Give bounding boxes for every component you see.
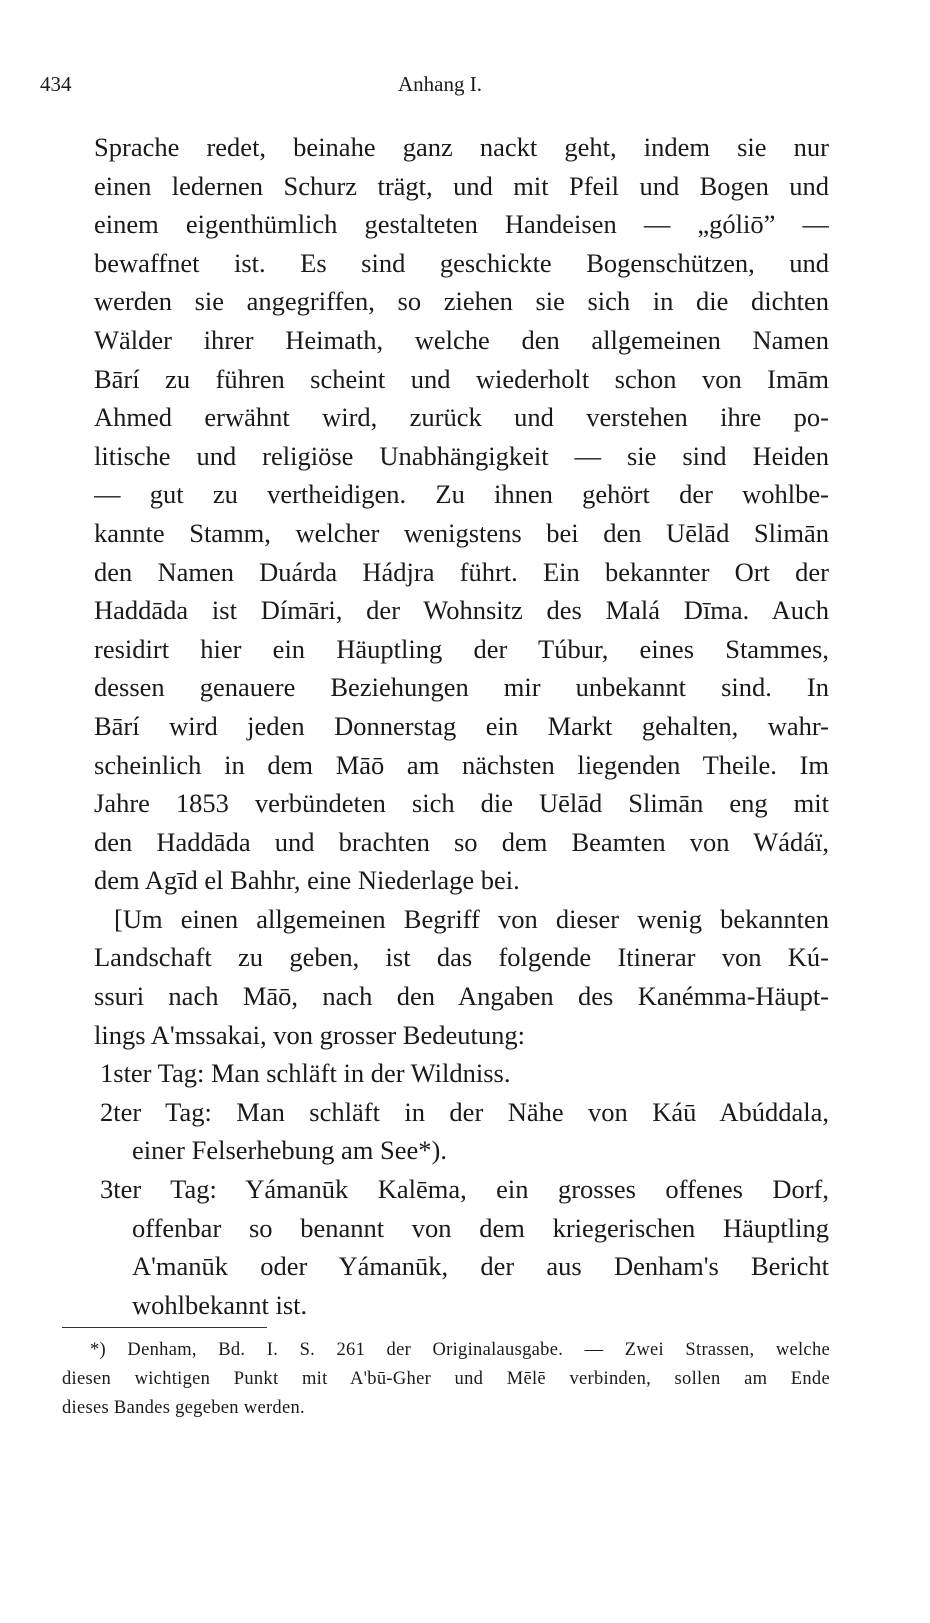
text-line: Jahre 1853 verbündeten sich die Uēlād Slimān eng mit xyxy=(94,788,829,819)
footnote-line: *) Denham, Bd. I. S. 261 der Originalausgabe. — Zwei Strassen, welche xyxy=(90,1340,830,1360)
itinerary-item: 1ster Tag: Man schläft in der Wildniss. xyxy=(100,1058,511,1089)
text-line: dem Agīd el Bahhr, eine Niederlage bei. xyxy=(94,865,520,896)
text-line: einen ledernen Schurz trägt, und mit Pfeil und Bogen und xyxy=(94,170,829,201)
text-line: kannte Stamm, welcher wenigstens bei den Uēlād Slimān xyxy=(94,517,829,548)
text-line: residirt hier ein Häuptling der Túbur, eines Stammes, xyxy=(94,633,829,664)
text-line: Bārí wird jeden Donnerstag ein Markt gehalten, wahr- xyxy=(94,710,829,741)
text-line: den Haddāda und brachten so dem Beamten von Wádáï, xyxy=(94,826,829,857)
text-line: bewaffnet ist. Es sind geschickte Bogenschützen, und xyxy=(94,247,829,278)
text-line: Wälder ihrer Heimath, welche den allgemeinen Namen xyxy=(94,324,829,355)
text-line: A'manūk oder Yámanūk, der aus Denham's Bericht xyxy=(132,1251,829,1282)
text-line: Landschaft zu geben, ist das folgende Itinerar von Kú- xyxy=(94,942,829,973)
text-line: offenbar so benannt von dem kriegerischen Häuptling xyxy=(132,1212,829,1243)
text-line: werden sie angegriffen, so ziehen sie sich in die dichten xyxy=(94,286,829,317)
page-header xyxy=(40,72,840,102)
itinerary-item: 2ter Tag: Man schläft in der Nähe von Káū Abúddala, xyxy=(100,1096,829,1127)
running-head: Anhang I. xyxy=(398,72,482,96)
text-line: wohlbekannt ist. xyxy=(132,1289,308,1320)
text-line: — gut zu vertheidigen. Zu ihnen gehört der wohlbe- xyxy=(94,479,829,510)
itinerary-item: 3ter Tag: Yámanūk Kalēma, ein grosses offenes Dorf, xyxy=(100,1174,829,1205)
footnotes xyxy=(62,1336,830,1423)
text-line: litische und religiöse Unabhängigkeit — sie sind Heiden xyxy=(94,440,829,471)
text-line: einer Felserhebung am See*). xyxy=(132,1135,447,1166)
text-line: lings A'mssakai, von grosser Bedeutung: xyxy=(94,1019,525,1050)
page-number: 434 xyxy=(40,72,72,96)
text-line: einem eigenthümlich gestalteten Handeisen — „góliō” — xyxy=(94,209,829,240)
text-line: Ahmed erwähnt wird, zurück und verstehen ihre po- xyxy=(94,402,829,433)
text-line: dessen genauere Beziehungen mir unbekannt sind. In xyxy=(94,672,829,703)
text-line: Haddāda ist Dímāri, der Wohnsitz des Malá Dīma. Auch xyxy=(94,595,829,626)
footnote-line: dieses Bandes gegeben werden. xyxy=(62,1398,305,1418)
text-line: [Um einen allgemeinen Begriff von dieser wenig bekannten xyxy=(114,903,829,934)
text-line: Sprache redet, beinahe ganz nackt geht, indem sie nur xyxy=(94,132,829,162)
text-line: ssuri nach Māō, nach den Angaben des Kanémma-Häupt- xyxy=(94,981,829,1012)
text-line: scheinlich in dem Māō am nächsten liegenden Theile. Im xyxy=(94,749,829,780)
footnote-divider xyxy=(62,1327,267,1328)
footnote-line: diesen wichtigen Punkt mit A'bū-Gher und Mēlē verbinden, sollen am Ende xyxy=(62,1369,830,1389)
text-line: Bārí zu führen scheint und wiederholt schon von Imām xyxy=(94,363,829,394)
body-text xyxy=(94,128,829,1324)
text-line: den Namen Duárda Hádjra führt. Ein bekannter Ort der xyxy=(94,556,829,587)
